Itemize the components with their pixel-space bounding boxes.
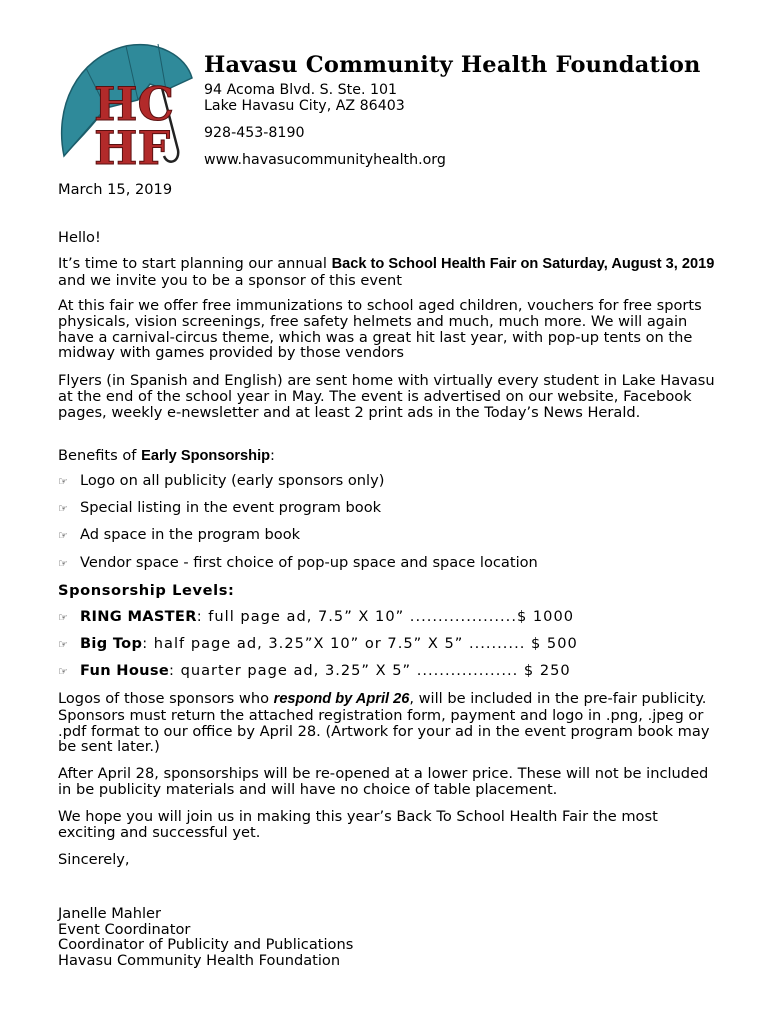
level-name: RING MASTER [80, 608, 197, 625]
letter-date: March 15, 2019 [58, 181, 173, 198]
signer-organization: Havasu Community Health Foundation [58, 951, 341, 969]
flyers-paragraph: Flyers (in Spanish and English) are sent home with virtually every student in Lake Havasu at the end of the school year in May. The event is advertised on our website, Facebook pages, weekly e-newsletter and at least 2 print ads in the Today’s News Herald. [58, 372, 715, 421]
benefit-text: Ad space in the program book [80, 526, 301, 544]
logo-letters-top: HC [94, 77, 175, 131]
fair-date-highlight: Back to School Health Fair on Saturday, August 3, 2019 [331, 256, 715, 272]
logos-text-before: Logos of those sponsors who [58, 690, 274, 707]
list-item [58, 554, 538, 581]
pointing-hand-icon: ☞ [58, 556, 68, 570]
logos-paragraph [58, 691, 718, 755]
pointing-hand-icon: ☞ [58, 529, 68, 543]
list-item [58, 472, 538, 499]
logo-letters-bottom: HF [94, 121, 171, 173]
list-item [58, 608, 578, 635]
address-line-1: 94 Acoma Blvd. S. Ste. 101 [204, 82, 398, 98]
sponsorship-levels-list [58, 608, 578, 690]
hchf-umbrella-logo [46, 38, 196, 173]
benefits-intro [58, 448, 718, 465]
address-line-2: Lake Havasu City, AZ 86403 [204, 98, 405, 114]
benefits-list [58, 472, 538, 581]
pointing-hand-icon: ☞ [58, 638, 69, 652]
sponsorship-levels-title: Sponsorship Levels: [58, 582, 235, 599]
list-item [58, 499, 538, 526]
website-url: www.havasucommunityhealth.org [204, 152, 446, 168]
greeting: Hello! [58, 229, 101, 246]
level-name: Fun House [80, 662, 170, 680]
level-name: Big Top [80, 635, 143, 653]
pointing-hand-icon: ☞ [58, 611, 69, 624]
benefits-text-before: Benefits of [58, 447, 142, 464]
pointing-hand-icon: ☞ [58, 475, 68, 488]
intro-paragraph [58, 256, 718, 289]
intro-text-before: It’s time to start planning our annual [58, 255, 332, 272]
closing-hope-paragraph: We hope you will join us in making this year’s Back To School Health Fair the most exciting and successful yet. [58, 808, 658, 841]
signer-role: Coordinator of Publicity and Publications [58, 936, 354, 954]
list-item [58, 662, 578, 689]
signer-title: Event Coordinator [58, 920, 191, 938]
benefit-text: Vendor space - first choice of pop-up space and space location [80, 553, 538, 571]
after-deadline-paragraph: After April 28, sponsorships will be re-opened at a lower price. These will not be included in be publicity materials and will have no choice of table placement. [58, 765, 709, 798]
list-item [58, 526, 538, 553]
benefit-text: Logo on all publicity (early sponsors only) [80, 472, 385, 489]
fair-description-paragraph: At this fair we offer free immunizations to school aged children, vouchers for free sports physicals, vision screenings, free safety helmets and much, much more. We will again have a carnival-circus theme, which was a great hit last year, with pop-up tents on the midway with games provided by those vendors [58, 297, 702, 362]
early-sponsorship-highlight: Early Sponsorship [141, 448, 271, 464]
level-description: : half page ad, 3.25”X 10” or 7.5” X 5” .......... $ 500 [142, 635, 578, 653]
level-description: : quarter page ad, 3.25” X 5” .................. $ 250 [169, 662, 571, 680]
closing: Sincerely, [58, 851, 130, 868]
logos-text-after: , will be included in the pre-fair publicity. Sponsors must return the attached registration form, payment and logo in .png, .jpeg or .pdf format to our office by April 28. (Artwork for your ad in the event program book may be sent later.) [58, 690, 710, 756]
org-name: Havasu Community Health Foundation [204, 52, 701, 78]
benefits-text-after: : [270, 447, 275, 464]
list-item [58, 635, 578, 662]
benefit-text: Special listing in the event program book [80, 499, 382, 517]
signature-block [58, 906, 353, 968]
phone-number: 928-453-8190 [204, 125, 305, 141]
signer-name: Janelle Mahler [58, 905, 162, 922]
pointing-hand-icon: ☞ [58, 502, 68, 516]
intro-text-after: and we invite you to be a sponsor of this event [58, 271, 402, 289]
pointing-hand-icon: ☞ [58, 665, 69, 679]
level-description: : full page ad, 7.5” X 10” ...................$ 1000 [196, 608, 575, 625]
respond-deadline-highlight: respond by April 26 [273, 691, 410, 707]
